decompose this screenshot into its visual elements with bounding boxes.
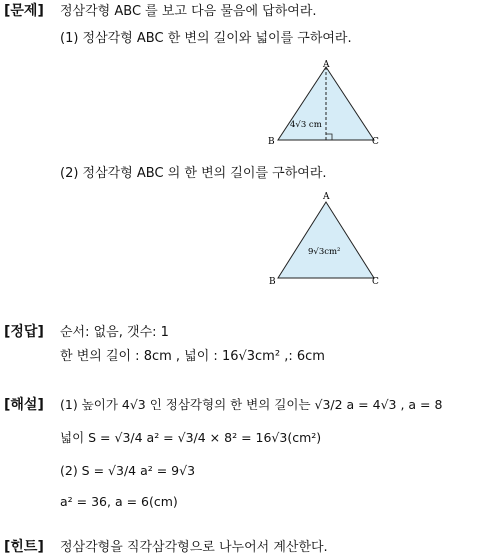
hint-text: 정삼각형을 직각삼각형으로 나누어서 계산한다. [60, 540, 328, 555]
explanation-line-2: 넓이 S = √3/4 a² = √3/4 × 8² = 16√3(cm²) [60, 430, 322, 445]
triangle-2-shape [278, 202, 374, 278]
problem-text: 정삼각형 ABC 를 보고 다음 물음에 답하여라. [60, 4, 317, 19]
explanation-line-1: (1) 높이가 4√3 인 정삼각형의 한 변의 길이는 √3/2 a = 4√3 , a = 8 [60, 397, 443, 412]
vertex-c-label: C [372, 137, 379, 147]
vertex-a-label: A [323, 60, 330, 70]
triangle-figure-1 [262, 60, 392, 150]
answer-tag: [정답] [4, 324, 44, 340]
vertex-c-label: C [372, 277, 379, 287]
explanation-tag: [해설] [4, 397, 44, 413]
triangle-figure-2 [262, 188, 392, 288]
question-2: (2) 정삼각형 ABC 의 한 변의 길이를 구하여라. [60, 166, 327, 181]
hint-tag: [힌트] [4, 539, 44, 555]
vertex-b-label: B [269, 277, 276, 287]
question-1: (1) 정삼각형 ABC 한 변의 길이와 넓이를 구하여라. [60, 31, 352, 46]
problem-tag: [문제] [4, 3, 44, 19]
explanation-line-3: (2) S = √3/4 a² = 9√3 [60, 463, 196, 478]
vertex-b-label: B [268, 137, 275, 147]
answer-line-1: 순서: 없음, 갯수: 1 [60, 325, 169, 340]
explanation-line-4: a² = 36, a = 6(cm) [60, 494, 178, 509]
height-label: 4√3 cm [290, 120, 322, 130]
vertex-a-label: A [323, 192, 330, 202]
area-label: 9√3cm² [308, 247, 341, 257]
answer-line-2: 한 변의 길이 : 8cm , 넓이 : 16√3cm² ,: 6cm [60, 349, 325, 364]
